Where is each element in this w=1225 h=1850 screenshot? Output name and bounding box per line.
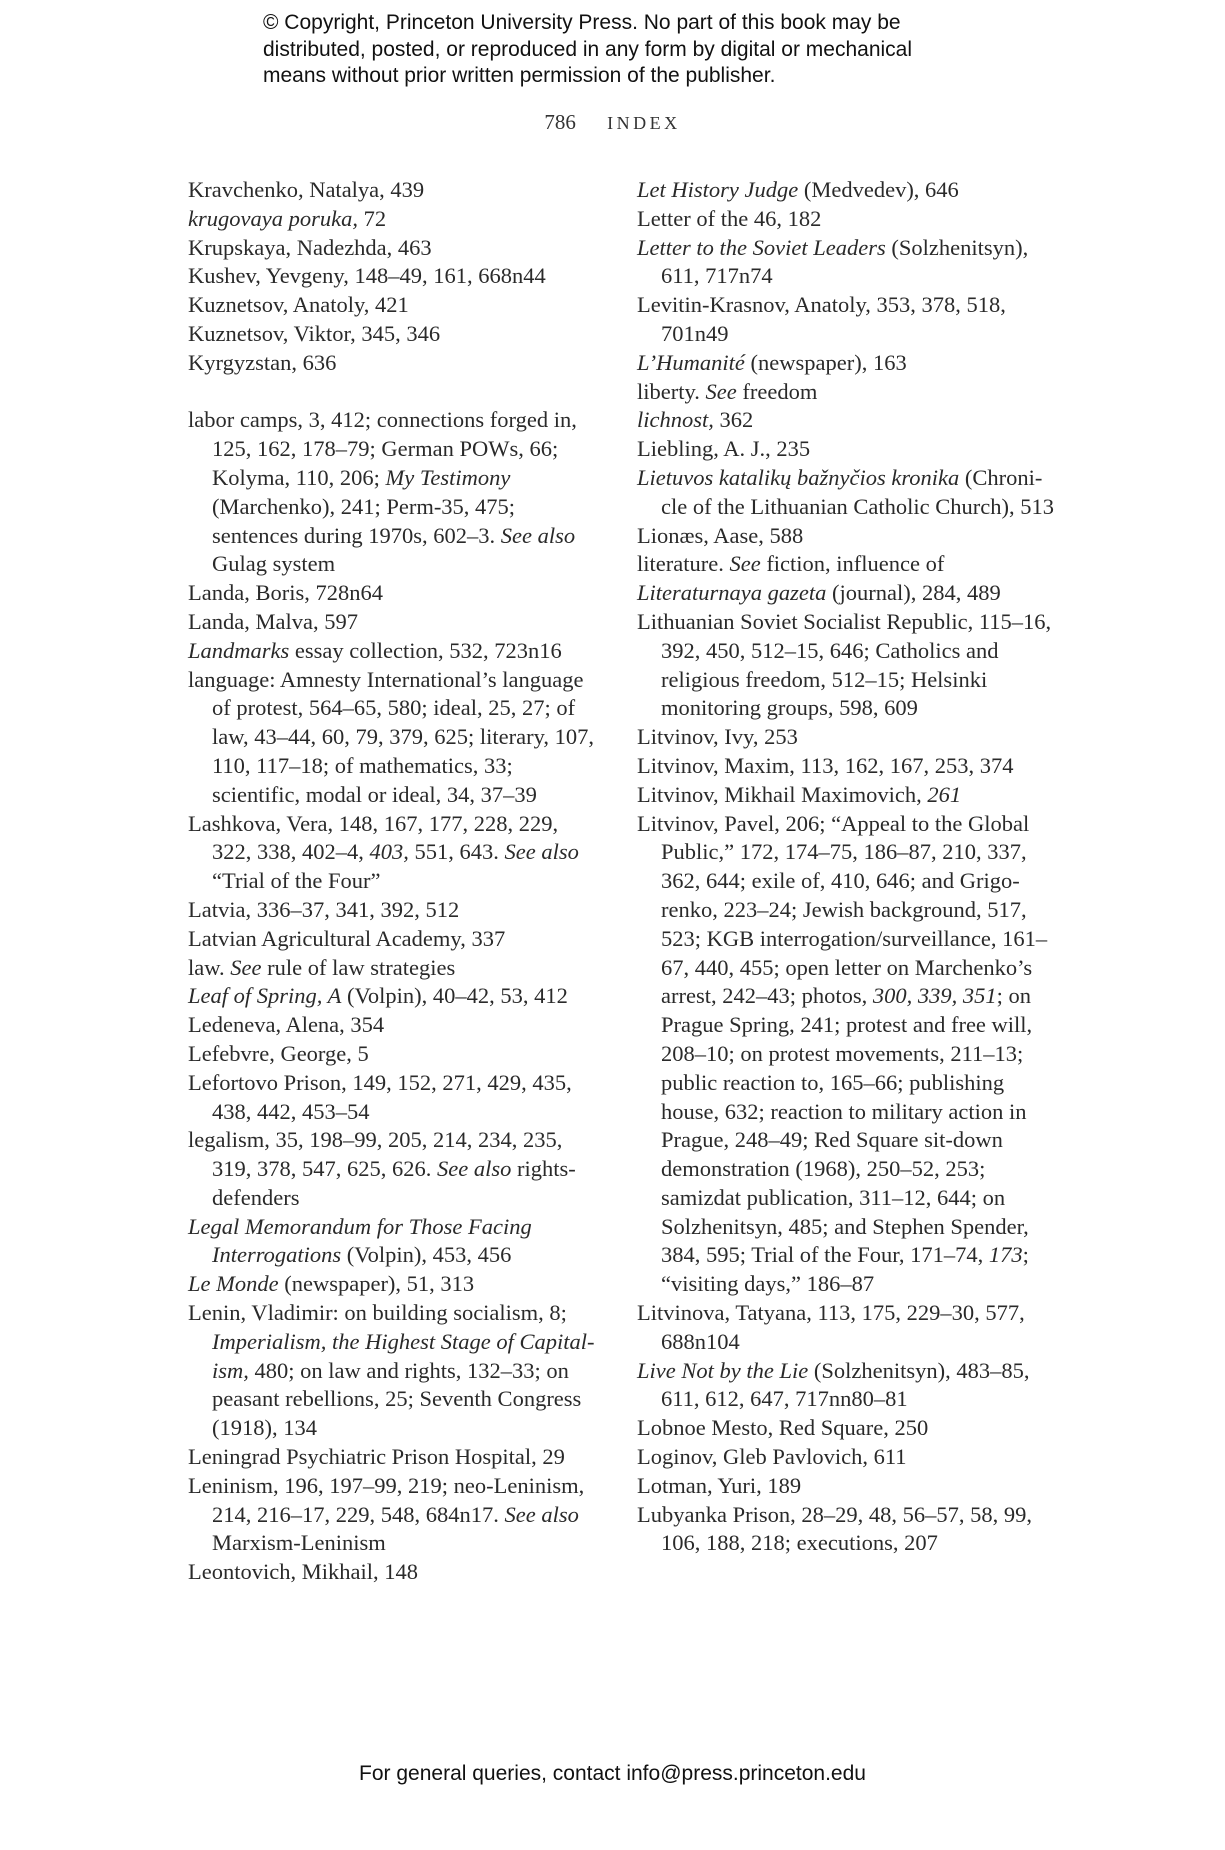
index-entry: Kravchenko, Natalya, 439 [188,177,425,202]
index-entry: Letter to the Soviet Leaders (Solzhenitsyn), 611, 717n74 [637,234,1029,289]
index-entry: Lenin, Vladimir: on building socialism, 8; Imperialism, the Highest Stage of Capitalism, 480; on law and rights, 132–33; on peasant rebellions, 25; Seventh Congress (1918), 134 [188,1300,595,1441]
index-entry: Kyrgyzstan, 636 [188,349,337,375]
index-entry: legalism, 35, 198–99, 205, 214, 234, 235, 319, 378, 547, 625, 626. See also rights-defenders [188,1127,576,1210]
index-entry: Kuznetsov, Viktor, 345, 346 [188,320,441,346]
index-entry: Leninism, 196, 197–99, 219; neo-Leninism, 214, 216–17, 229, 548, 684n17. See also Marxism-Leninism [188,1472,585,1556]
index-entry: Loginov, Gleb Pavlovich, 611 [637,1444,907,1470]
index-entry: Lietuvos katalikų bažnyčios kronika (Chronicle of the Lithuanian Catholic Church), 513 [637,464,1055,519]
copyright-line: means without prior written permission of the publisher. [263,64,776,87]
copyright-line: © Copyright, Princeton University Press. No part of this book may be [263,11,901,34]
index-entry: Landa, Malva, 597 [188,608,358,634]
index-column-right [637,176,1057,1558]
index-entry: Ledeneva, Alena, 354 [188,1012,385,1038]
page-number: 786 [544,110,576,134]
index-entry: Litvinov, Pavel, 206; “Appeal to the Global Public,” 172, 174–75, 186–87, 210, 337, 362, 644; exile of, 410, 646; and Grigorenko, 223–24; Jewish background, 517, 523; KGB interrogation/surveillance, 161–67, 440, 455; open letter on Marchenko’s arrest, 242–43; photos, 300, 339, 351; on Prague Spring, 241; protest and free will, 208–10; on protest movements, 211–13; public reaction to, 165–66; publishing house, 632; reaction to military action in Prague, 248–49; Red Square sit-down demonstration (1968), 250–52, 253; samizdat publication, 311–12, 644; on Solzhenitsyn, 485; and Stephen Spender, 384, 595; Trial of the Four, 171–74, 173; “visiting days,” 186–87 [637,810,1048,1297]
index-entry: liberty. See freedom [637,378,818,404]
index-entry: literature. See fiction, influence of [637,551,945,577]
index-entry: Live Not by the Lie (Solzhenitsyn), 483–85, 611, 612, 647, 717nn80–81 [637,1357,1030,1412]
index-entry: Latvian Agricultural Academy, 337 [188,925,506,951]
index-entry: Lashkova, Vera, 148, 167, 177, 228, 229, 322, 338, 402–4, 403, 551, 643. See also “Trial of the Four” [188,810,579,894]
running-head [0,110,1225,135]
index-entry: Litvinov, Mikhail Maximovich, 261 [637,781,962,807]
index-entry: Lubyanka Prison, 28–29, 48, 56–57, 58, 99, 106, 188, 218; executions, 207 [637,1501,1032,1556]
index-entry: Literaturnaya gazeta (journal), 284, 489 [637,580,1001,606]
index-entry: Lionæs, Aase, 588 [637,522,804,548]
index-entry: Litvinova, Tatyana, 113, 175, 229–30, 577, 688n104 [637,1300,1025,1354]
index-entry: Lefortovo Prison, 149, 152, 271, 429, 435, 438, 442, 453–54 [188,1069,572,1124]
index-entry: L’Humanité (newspaper), 163 [637,349,907,375]
index-entry: Latvia, 336–37, 341, 392, 512 [188,896,460,922]
index-entry: Krupskaya, Nadezhda, 463 [188,234,432,260]
index-entry: Lobnoe Mesto, Red Square, 250 [637,1415,929,1441]
index-entry: lichnost, 362 [637,407,754,433]
index-entry: Levitin-Krasnov, Anatoly, 353, 378, 518, 701n49 [637,292,1006,346]
running-head-title: INDEX [607,113,681,133]
index-entry: krugovaya poruka, 72 [188,205,387,231]
index-entry: Legal Memorandum for Those Facing Interrogations (Volpin), 453, 456 [188,1213,532,1268]
index-entry: Letter of the 46, 182 [637,205,822,231]
letter-group-gap [188,378,598,407]
index-entry: Le Monde (newspaper), 51, 313 [188,1271,475,1297]
index-entry: Leaf of Spring, A (Volpin), 40–42, 53, 412 [188,983,568,1009]
index-entry: Kuznetsov, Anatoly, 421 [188,292,409,318]
index-entry: Litvinov, Ivy, 253 [637,724,798,750]
index-entry: Landmarks essay collection, 532, 723n16 [188,637,562,663]
index-entry: Litvinov, Maxim, 113, 162, 167, 253, 374 [637,752,1014,778]
index-entry: law. See rule of law strategies [188,954,456,980]
index-entry: Leontovich, Mikhail, 148 [188,1559,418,1585]
index-entry: Landa, Boris, 728n64 [188,580,383,606]
index-entry: Lefebvre, George, 5 [188,1040,369,1066]
index-entry: labor camps, 3, 412; connections forged in, 125, 162, 178–79; German POWs, 66; Kolyma, 110, 206; My Testimony (Marchenko), 241; Perm-35, 475; sentences during 1970s, 602–3. See also Gulag system [188,407,577,577]
index-entry: Lotman, Yuri, 189 [637,1472,802,1498]
index-entry: Lithuanian Soviet Socialist Republic, 115–16, 392, 450, 512–15, 646; Catholics and religious freedom, 512–15; Helsinki monitoring groups, 598, 609 [637,608,1052,721]
index-entry: Liebling, A. J., 235 [637,436,811,462]
index-entry: language: Amnesty International’s language of protest, 564–65, 580; ideal, 25, 27; of law, 43–44, 60, 79, 379, 625; literary, 107, 110, 117–18; of mathematics, 33; scientific, modal or ideal, 34, 37–39 [188,666,595,807]
index-entry: Leningrad Psychiatric Prison Hospital, 29 [188,1444,565,1470]
copyright-notice [263,10,1023,90]
index-column-left [188,176,598,1587]
copyright-line: distributed, posted, or reproduced in any form by digital or mechanical [263,37,913,61]
footer-contact: For general queries, contact info@press.princeton.edu [359,1762,866,1785]
index-entry: Let History Judge (Medvedev), 646 [637,177,959,202]
index-entry: Kushev, Yevgeny, 148–49, 161, 668n44 [188,263,546,289]
